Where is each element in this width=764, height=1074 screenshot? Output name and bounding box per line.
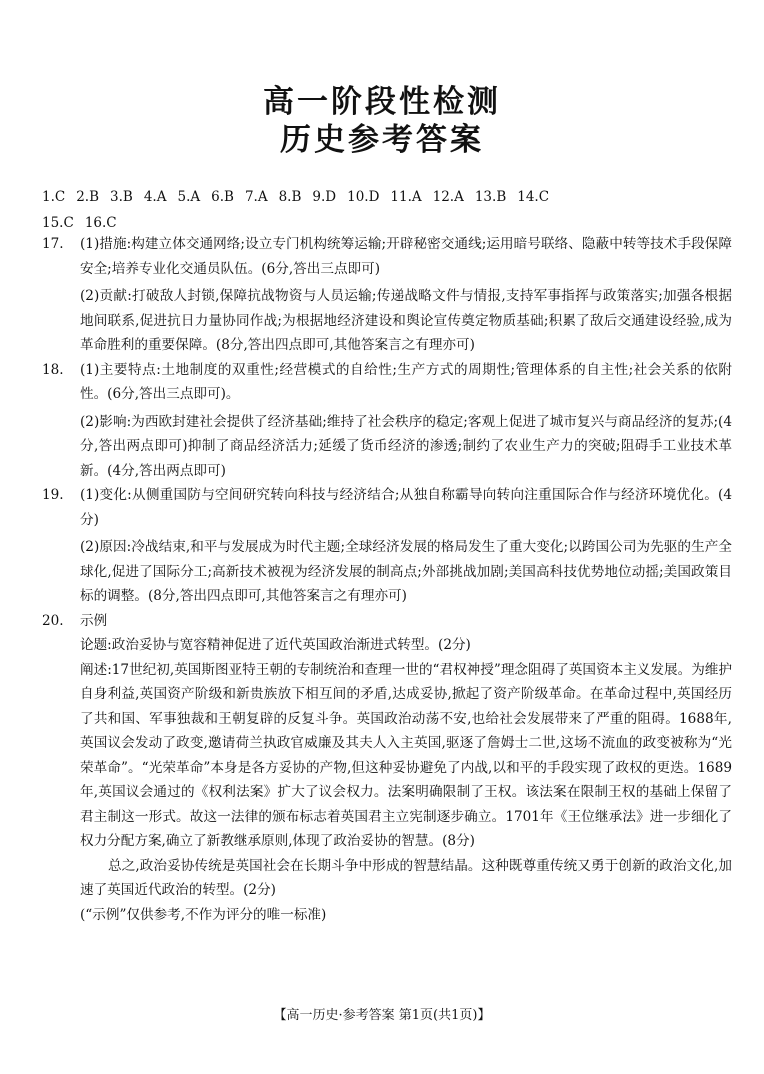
choice-answers: [42, 184, 742, 236]
choice-answer: 5.A: [177, 189, 201, 205]
choice-answer: 1.C: [42, 189, 66, 205]
choice-answer: 3.B: [110, 189, 133, 205]
q19-part-1: (1)变化:从侧重国防与空间研究转向科技与经济结合;从独自称霸导向转向注重国际合作与经济环境优化。(4分): [80, 487, 732, 528]
page-footer: 【高一历史·参考答案 第1页(共1页)】: [273, 1008, 491, 1023]
q20-exposition: 阐述:17世纪初,英国斯图亚特王朝的专制统治和查理一世的“君权神授”理念阻碍了英国资本主义发展。为维护自身利益,英国资产阶级和新贵族放下相互间的矛盾,达成妥协,掀起了资产阶级革命。在革命过程中,英国经历了共和国、军事独裁和王朝复辟的反复斗争。英国政治动荡不安,也给社会发展带来了严重的阻碍。1688年,英国议会发动了政变,邀请荷兰执政官威廉及其夫人入主英国,驱逐了詹姆士二世,这场不流血的政变被称为“光荣革命”。“光荣革命”本身是各方妥协的产物,但这种妥协避免了内战,以和平的手段实现了政权的更迭。1689年,英国议会通过的《权利法案》扩大了议会权力。法案明确限制了王权。该法案在限制王权的基础上保留了君主制这一形式。故这一法律的颁布标志着英国君主立宪制逐步确立。1701年《王位继承法》进一步细化了权力分配方案,确立了新教继承原则,体现了政治妥协的智慧。(8分): [80, 661, 732, 849]
question-19: [42, 483, 732, 609]
q17-part-2: (2)贡献:打破敌人封锁,保障抗战物资与人员运输;传递战略文件与情报,支持军事指挥与政策落实;加强各根据地间联系,促进抗日力量协同作战;为根据地经济建设和舆论宣传奠定物质基础;积累了敌后交通建设经验,成为革命胜利的重要保障。(8分,答出四点即可,其他答案言之有理亦可): [80, 288, 732, 353]
choice-answer: 11.A: [390, 189, 422, 205]
choice-answer: 6.B: [211, 189, 234, 205]
q17-part-1: (1)措施:构建立体交通网络;设立专门机构统筹运输;开辟秘密交通线;运用暗号联络、隐蔽中转等技术手段保障安全;培养专业化交通员队伍。(6分,答出三点即可): [80, 236, 732, 277]
choice-answer: 4.A: [143, 189, 167, 205]
q20-example-label: 示例: [80, 612, 108, 629]
question-number: 19.: [42, 487, 64, 503]
question-number: 18.: [42, 361, 64, 378]
choice-answer: 15.C: [42, 215, 74, 231]
choice-answer: 14.C: [517, 189, 550, 205]
choice-answer: 16.C: [84, 215, 117, 231]
page-subtitle: 历史参考答案: [280, 122, 484, 158]
answer-content: [42, 232, 732, 927]
question-17: [42, 232, 732, 358]
q20-conclusion: 总之,政治妥协传统是英国社会在长期斗争中形成的智慧结晶。这种既尊重传统又勇于创新的政治文化,加速了英国近代政治的转型。(2分): [80, 857, 732, 898]
choice-answer: 12.A: [432, 189, 464, 205]
question-number: 20.: [42, 612, 64, 629]
choice-answer: 13.B: [474, 189, 507, 205]
question-20: [42, 609, 732, 928]
question-18: [42, 358, 732, 484]
page-title: 高一阶段性检测: [263, 84, 501, 120]
q18-part-1: (1)主要特点:土地制度的双重性;经营模式的自给性;生产方式的周期性;管理体系的自主性;社会关系的依附性。(6分,答出三点即可)。: [80, 361, 732, 402]
choice-answers-row-1: [42, 184, 742, 210]
q20-note: (“示例”仅供参考,不作为评分的唯一标准): [80, 906, 327, 923]
q18-part-2: (2)影响:为西欧封建社会提供了经济基础;维持了社会秩序的稳定;客观上促进了城市复兴与商品经济的复苏;(4分,答出两点即可)抑制了商品经济活力;延缓了货币经济的渗透;制约了农业生产力的突破;阻碍手工业技术革新。(4分,答出两点即可): [80, 413, 732, 479]
choice-answer: 9.D: [312, 189, 337, 205]
choice-answer: 2.B: [76, 189, 100, 205]
question-number: 17.: [42, 236, 64, 252]
choice-answer: 7.A: [244, 189, 268, 205]
q19-part-2: (2)原因:冷战结束,和平与发展成为时代主题;全球经济发展的格局发生了重大变化;以跨国公司为先驱的生产全球化,促进了国际分工;高新技术被视为经济发展的制高点;外部挑战加剧;美国高科技优势地位动摇;美国政策目标的调整。(8分,答出四点即可,其他答案言之有理亦可): [80, 539, 732, 604]
choice-answer: 10.D: [347, 189, 380, 205]
q20-thesis: 论题:政治妥协与宽容精神促进了近代英国政治渐进式转型。(2分): [80, 637, 471, 653]
choice-answer: 8.B: [278, 189, 302, 205]
